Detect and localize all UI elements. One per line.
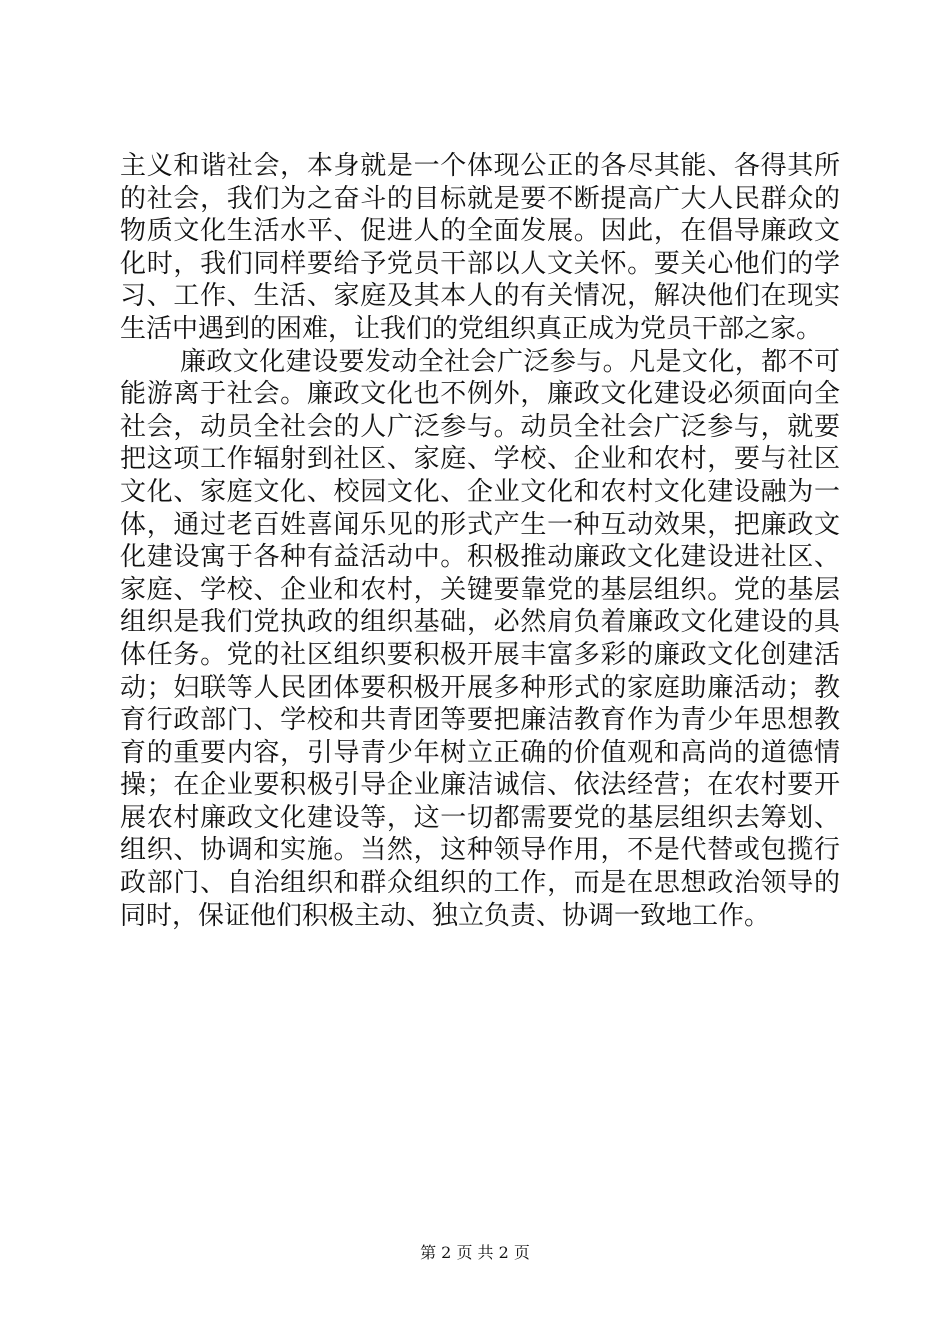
paragraph [120, 346, 840, 933]
text-line: 廉政文化建设要发动全社会广泛参与。凡是文化，都不可 [180, 346, 840, 377]
text-line: 习、工作、生活、家庭及其本人的有关情况，解决他们在现实 [120, 281, 840, 312]
text-line: 育行政部门、学校和共青团等要把廉洁教育作为青少年思想教 [120, 705, 840, 736]
text-line: 育的重要内容，引导青少年树立正确的价值观和高尚的道德情 [120, 737, 840, 768]
text-line: 化建设寓于各种有益活动中。积极推动廉政文化建设进社区、 [120, 542, 840, 573]
text-line: 展农村廉政文化建设等，这一切都需要党的基层组织去筹划、 [120, 802, 840, 833]
document-body [120, 150, 840, 932]
text-line: 体，通过老百姓喜闻乐见的形式产生一种互动效果，把廉政文 [120, 509, 840, 540]
text-line: 的社会，我们为之奋斗的目标就是要不断提高广大人民群众的 [120, 183, 840, 214]
text-line: 社会，动员全社会的人广泛参与。动员全社会广泛参与，就要 [120, 411, 840, 442]
text-line: 能游离于社会。廉政文化也不例外，廉政文化建设必须面向全 [120, 379, 840, 410]
text-line: 化时，我们同样要给予党员干部以人文关怀。要关心他们的学 [120, 248, 840, 279]
page-footer [0, 1243, 950, 1263]
paragraph [120, 150, 840, 346]
text-line: 政部门、自治组织和群众组织的工作，而是在思想政治领导的 [120, 868, 840, 899]
text-line: 动；妇联等人民团体要积极开展多种形式的家庭助廉活动；教 [120, 672, 840, 703]
text-line: 把这项工作辐射到社区、家庭、学校、企业和农村，要与社区 [120, 444, 840, 475]
text-line: 组织、协调和实施。当然，这种领导作用，不是代替或包揽行 [120, 835, 840, 866]
page-number-indicator: 第 2 页 共 2 页 [420, 1243, 530, 1262]
text-line: 家庭、学校、企业和农村，关键要靠党的基层组织。党的基层 [120, 574, 840, 605]
text-line: 操；在企业要积极引导企业廉洁诚信、依法经营；在农村要开 [120, 770, 840, 801]
text-line: 文化、家庭文化、校园文化、企业文化和农村文化建设融为一 [120, 476, 840, 507]
text-line: 同时，保证他们积极主动、独立负责、协调一致地工作。 [120, 900, 771, 931]
text-line: 生活中遇到的困难，让我们的党组织真正成为党员干部之家。 [120, 313, 823, 344]
text-line: 体任务。党的社区组织要积极开展丰富多彩的廉政文化创建活 [120, 639, 840, 670]
text-line: 主义和谐社会，本身就是一个体现公正的各尽其能、各得其所 [120, 151, 840, 181]
text-line: 物质文化生活水平、促进人的全面发展。因此，在倡导廉政文 [120, 216, 840, 247]
text-line: 组织是我们党执政的组织基础，必然肩负着廉政文化建设的具 [120, 607, 840, 638]
